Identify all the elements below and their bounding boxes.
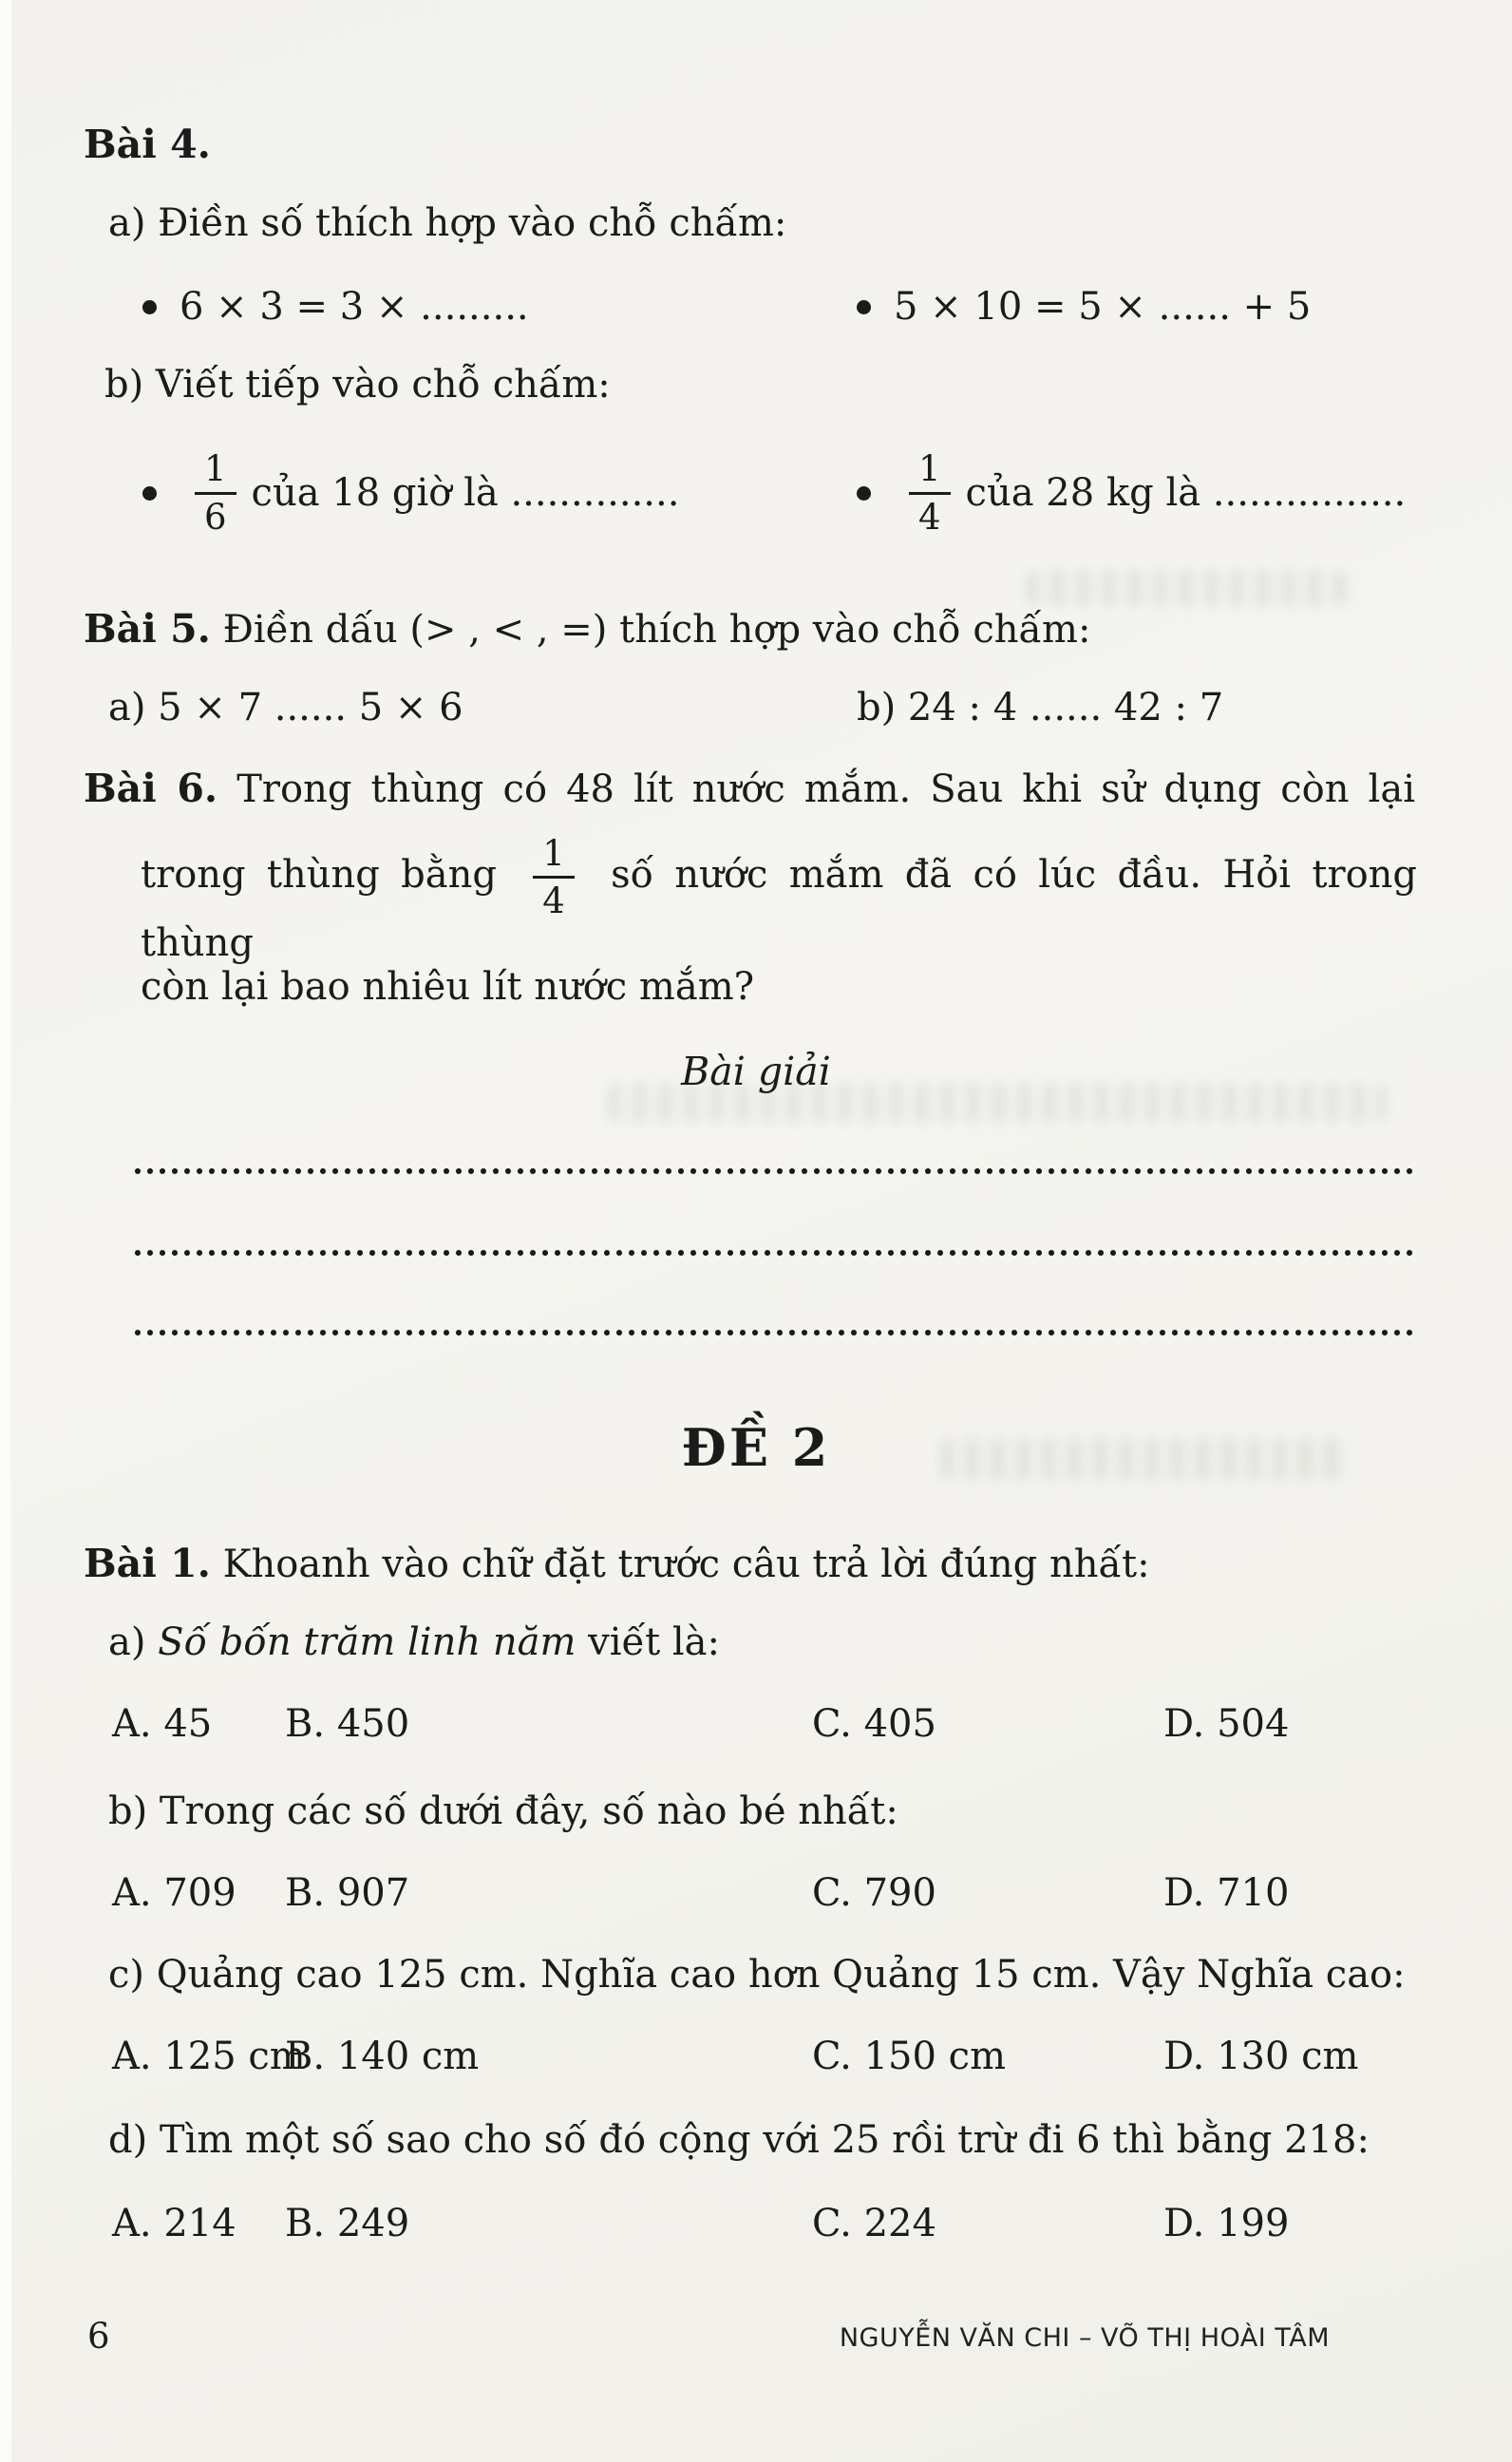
exercise-5-heading-line	[84, 606, 1090, 652]
answer-option: C. 405	[812, 1702, 936, 1746]
question-a	[108, 1620, 720, 1664]
exercise-5-item-a: a) 5 × 7 ...... 5 × 6	[108, 686, 463, 729]
answer-option: D. 710	[1163, 1871, 1290, 1915]
answer-write-line	[133, 1166, 1417, 1177]
fraction-numerator: 1	[909, 449, 951, 494]
exercise-6-line-1	[84, 766, 1415, 811]
fill-blank-text: của 18 giờ là ..............	[251, 471, 680, 515]
question-d: d) Tìm một số sao cho số đó cộng với 25 rồi trừ đi 6 thì bằng 218:	[108, 2118, 1370, 2162]
page-number: 6	[87, 2316, 110, 2357]
fraction-numerator: 1	[533, 834, 575, 879]
question-c-options-row	[0, 2035, 1512, 2090]
answer-option: B. 249	[285, 2202, 410, 2245]
bullet-dot-icon	[142, 486, 157, 501]
question-a-suffix: viết là:	[588, 1620, 720, 1664]
fraction-1-4	[909, 449, 951, 537]
answer-option: D. 199	[1163, 2202, 1290, 2245]
bullet-dot-icon	[857, 300, 871, 314]
test-2-heading: ĐỀ 2	[681, 1417, 831, 1478]
answer-option: B. 450	[285, 1702, 410, 1746]
exercise-4-part-b-label: b) Viết tiếp vào chỗ chấm:	[104, 363, 611, 407]
authors-footer: NGUYỄN VĂN CHI – VÕ THỊ HOÀI TÂM	[839, 2323, 1330, 2353]
answer-option: A. 214	[112, 2202, 236, 2245]
bullet-dot-icon	[857, 486, 871, 501]
exercise-6-line-3: còn lại bao nhiêu lít nước mắm?	[141, 965, 755, 1009]
question-a-prefix: a)	[108, 1620, 146, 1664]
fraction-1-6	[195, 449, 236, 537]
fraction-denominator: 4	[542, 881, 565, 922]
bleedthrough-smudge	[1026, 570, 1349, 606]
answer-option: D. 504	[1163, 1702, 1290, 1746]
answer-write-line	[133, 1248, 1417, 1259]
fill-blank-text: của 28 kg là ................	[965, 471, 1407, 515]
exercise-5-heading: Bài 5.	[84, 606, 211, 652]
fraction-1-4	[533, 834, 575, 921]
bullet-dot-icon	[142, 300, 157, 314]
exercise-1-heading: Bài 1.	[84, 1541, 211, 1586]
fill-blank-item	[857, 285, 1311, 329]
fraction-denominator: 4	[918, 496, 941, 538]
exercise-6-text: số nước mắm đã có lúc đầu. Hỏi trong thùng	[141, 852, 1418, 965]
scan-edge-strip	[0, 0, 11, 2462]
answer-option: A. 45	[112, 1702, 213, 1746]
answer-option: C. 790	[812, 1871, 936, 1915]
exercise-5-instruction: Điền dấu (> , < , =) thích hợp vào chỗ chấm:	[222, 608, 1091, 652]
fill-blank-item	[142, 285, 529, 329]
answer-option: C. 224	[812, 2202, 936, 2245]
exercise-4-part-a-label: a) Điền số thích hợp vào chỗ chấm:	[108, 201, 787, 245]
exercise-6-heading: Bài 6.	[84, 766, 218, 811]
fill-blank-item	[142, 429, 679, 557]
question-a-italic-text: Số bốn trăm linh năm	[158, 1620, 576, 1664]
answer-option: B. 907	[285, 1871, 410, 1915]
fraction-denominator: 6	[204, 496, 227, 538]
exercise-6-line-2	[141, 834, 1417, 965]
exercise-6-text: Trong thùng có 48 lít nước mắm. Sau khi sử dụng còn lại	[236, 767, 1415, 811]
answer-write-line	[133, 1328, 1417, 1338]
solution-label: Bài giải	[681, 1049, 831, 1094]
exercise-1-instruction: Khoanh vào chữ đặt trước câu trả lời đúng nhất:	[222, 1543, 1150, 1586]
question-b-options-row	[0, 1871, 1512, 1926]
answer-option: A. 709	[112, 1871, 236, 1915]
answer-option: A. 125 cm	[112, 2035, 306, 2078]
question-d-options-row	[0, 2202, 1512, 2257]
exercise-4-heading: Bài 4.	[84, 122, 211, 167]
exercise-6-text: trong thùng bằng	[141, 852, 497, 897]
fill-blank-equation: 5 × 10 = 5 × ...... + 5	[894, 285, 1312, 329]
exercise-5-item-b: b) 24 : 4 ...... 42 : 7	[857, 686, 1224, 729]
exercise-1-heading-line	[84, 1541, 1150, 1586]
answer-option: D. 130 cm	[1163, 2035, 1359, 2078]
question-c: c) Quảng cao 125 cm. Nghĩa cao hơn Quảng 15 cm. Vậy Nghĩa cao:	[108, 1953, 1406, 1997]
fill-blank-item	[857, 429, 1406, 557]
fraction-numerator: 1	[195, 449, 236, 494]
fill-blank-equation: 6 × 3 = 3 × .........	[180, 285, 529, 329]
answer-option: C. 150 cm	[812, 2035, 1007, 2078]
answer-option: B. 140 cm	[285, 2035, 480, 2078]
question-a-options-row	[0, 1702, 1512, 1757]
question-b: b) Trong các số dưới đây, số nào bé nhất:	[108, 1790, 898, 1833]
